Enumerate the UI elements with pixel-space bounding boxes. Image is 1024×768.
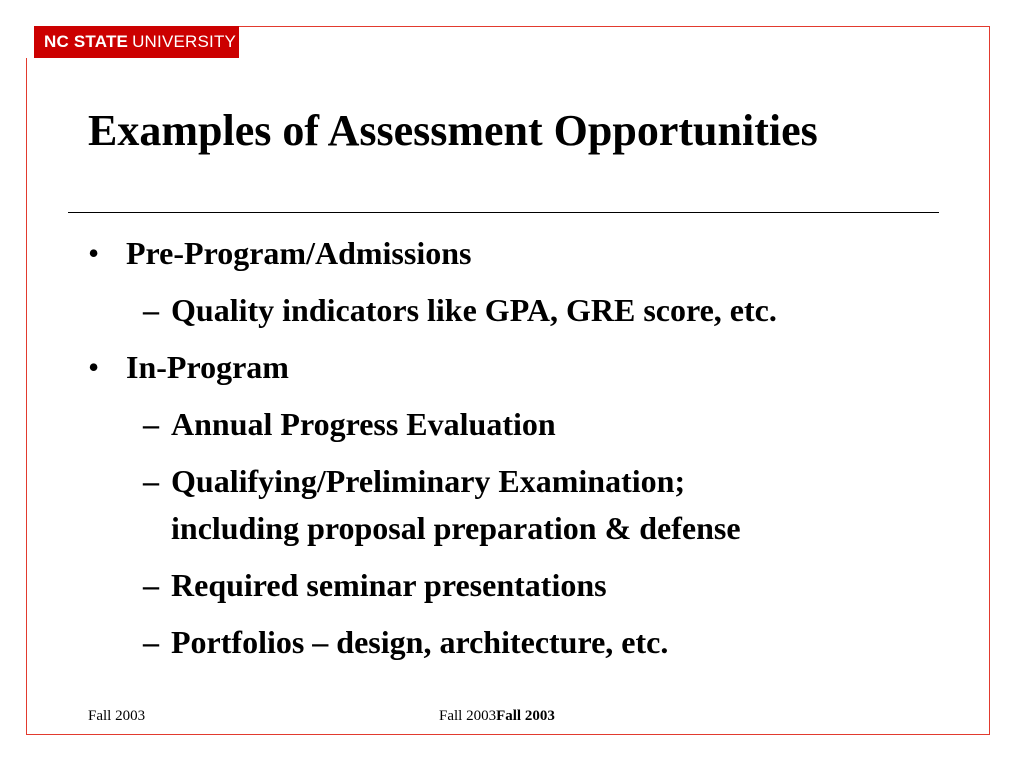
footer-center-bold: Fall 2003 — [496, 708, 555, 724]
bullet-text: Quality indicators like GPA, GRE score, etc. — [171, 292, 777, 328]
sub-bullet-item — [171, 509, 741, 547]
bullet-marker: – — [143, 406, 159, 442]
sub-bullet-item — [143, 566, 607, 604]
sub-bullet-item — [143, 291, 777, 329]
bullet-text: Pre-Program/Admissions — [126, 235, 472, 271]
slide-title: Examples of Assessment Opportunities — [88, 106, 818, 155]
nc-state-university-logo — [34, 26, 239, 58]
bullet-text: including proposal preparation & defense — [171, 510, 741, 546]
bullet-item — [88, 348, 289, 386]
bullet-marker: • — [88, 349, 100, 385]
bullet-text: Annual Progress Evaluation — [171, 406, 556, 442]
bullet-text: Qualifying/Preliminary Examination; — [171, 463, 686, 499]
slide-frame-bottom-border — [26, 734, 990, 735]
slide-frame-top-border — [239, 26, 990, 27]
bullet-text: Portfolios – design, architecture, etc. — [171, 624, 669, 660]
sub-bullet-item — [143, 462, 686, 500]
bullet-marker: – — [143, 624, 159, 660]
bullet-marker: – — [143, 292, 159, 328]
bullet-item — [88, 234, 472, 272]
logo-bold-text: NC STATE — [44, 32, 129, 51]
bullet-marker: • — [88, 235, 100, 271]
sub-bullet-item — [143, 405, 556, 443]
footer-date-center — [439, 708, 555, 725]
footer-center-regular: Fall 2003 — [439, 708, 497, 724]
bullet-marker: – — [143, 463, 159, 499]
bullet-text: In-Program — [126, 349, 289, 385]
slide-frame-left-border — [26, 58, 27, 735]
sub-bullet-item — [143, 623, 669, 661]
slide-frame-right-border — [989, 26, 990, 735]
bullet-text: Required seminar presentations — [171, 567, 607, 603]
bullet-marker: – — [143, 567, 159, 603]
footer-date-left: Fall 2003 — [88, 708, 146, 724]
title-divider — [68, 212, 939, 213]
logo-light-text: UNIVERSITY — [132, 32, 237, 51]
